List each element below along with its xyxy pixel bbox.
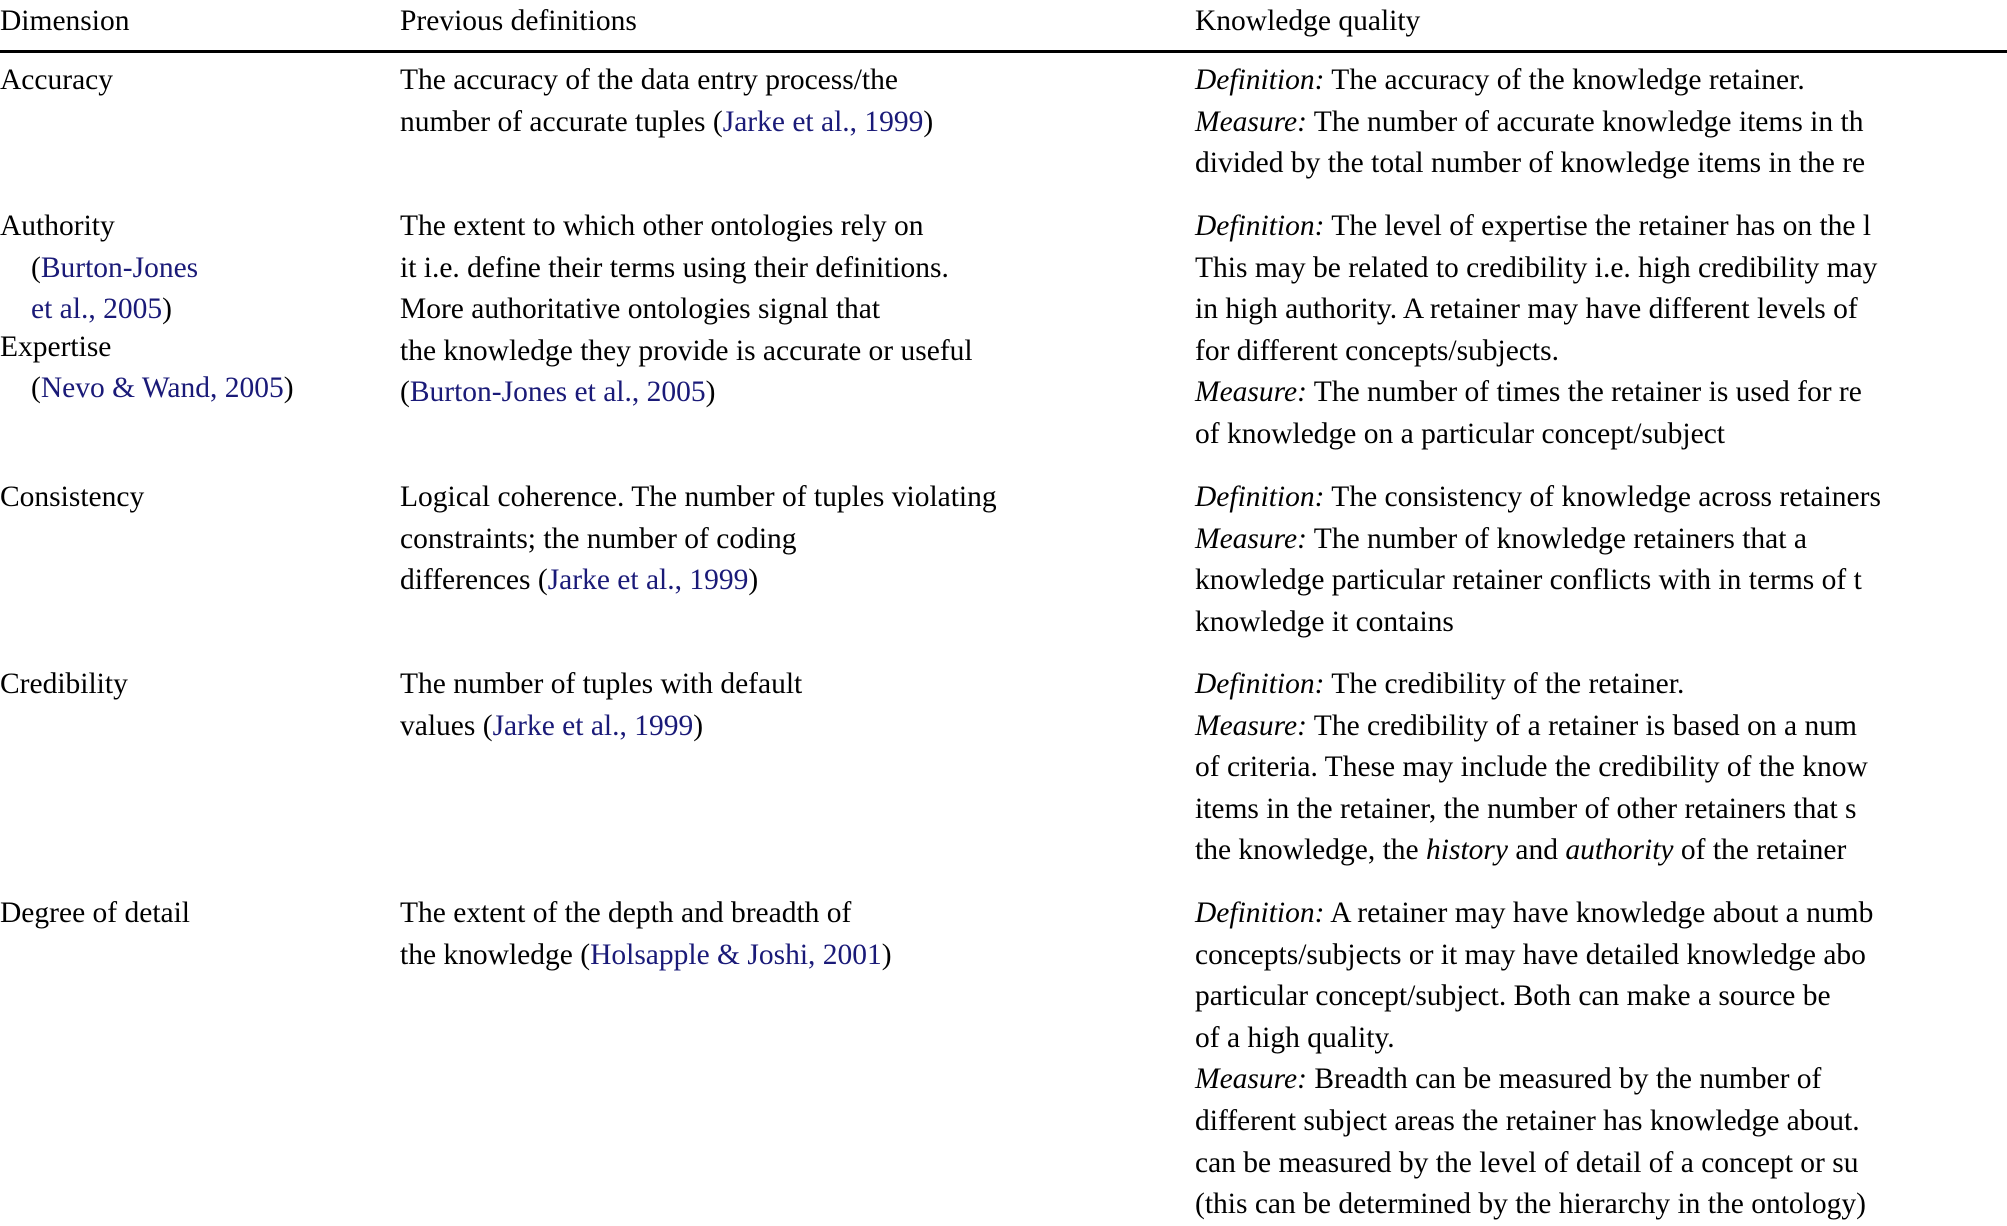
text-line: concepts/subjects or it may have detailed knowledge abo bbox=[1195, 938, 1866, 971]
citation-link[interactable]: Jarke et al., 1999 bbox=[722, 105, 924, 138]
previous-definition-cell bbox=[400, 664, 802, 747]
dimension-name: Authority bbox=[0, 210, 115, 242]
previous-definition-cell bbox=[400, 477, 997, 602]
text-line: of knowledge on a particular concept/subject bbox=[1195, 417, 1725, 450]
definition-label: Definition: bbox=[1195, 668, 1325, 700]
text: values ( bbox=[400, 709, 493, 742]
text-line bbox=[1195, 372, 1877, 414]
text-line: (this can be determined by the hierarchy in the ontology) bbox=[1195, 1188, 1866, 1221]
text: ) bbox=[923, 105, 934, 138]
measure-label: Measure: bbox=[1195, 1063, 1307, 1096]
text-line: The extent to which other ontologies rely on bbox=[400, 210, 924, 242]
citation-link[interactable]: Burton-Jones et al., 2005 bbox=[409, 376, 706, 409]
text: number of accurate tuples ( bbox=[400, 105, 723, 138]
text-line: can be measured by the level of detail of a concept or su bbox=[1195, 1146, 1859, 1179]
header-previous-definitions: Previous definitions bbox=[400, 5, 637, 37]
citation-link[interactable]: Burton-Jones bbox=[40, 251, 199, 284]
text-line: Logical coherence. The number of tuples violating bbox=[400, 481, 997, 513]
citation-link[interactable]: Nevo & Wand, 2005 bbox=[40, 372, 284, 405]
text-line bbox=[1195, 664, 1868, 706]
text-line: The extent of the depth and breadth of bbox=[400, 897, 852, 929]
knowledge-quality-cell bbox=[1195, 477, 1881, 643]
text-line bbox=[1195, 477, 1881, 519]
citation-link[interactable]: Jarke et al., 1999 bbox=[492, 709, 694, 742]
text-line bbox=[1195, 893, 1873, 935]
citation-link[interactable]: Jarke et al., 1999 bbox=[547, 564, 749, 597]
definition-label: Definition: bbox=[1195, 481, 1325, 513]
text-line: for different concepts/subjects. bbox=[1195, 334, 1559, 367]
text: Breadth can be measured by the number of bbox=[1306, 1063, 1822, 1096]
text-line bbox=[400, 102, 933, 144]
text-line: it i.e. define their terms using their definitions. bbox=[400, 251, 949, 284]
text-line: particular concept/subject. Both can make a source be bbox=[1195, 980, 1831, 1013]
text-line: The accuracy of the data entry process/the bbox=[400, 64, 898, 96]
text-line bbox=[400, 372, 973, 414]
dimension-name: Credibility bbox=[0, 668, 128, 700]
text: the knowledge ( bbox=[400, 938, 591, 971]
text-line: of criteria. These may include the credibility of the know bbox=[1195, 751, 1868, 784]
text: ) bbox=[881, 938, 892, 971]
previous-definition-cell bbox=[400, 60, 933, 143]
dimension-cell bbox=[0, 206, 294, 410]
text-line bbox=[1195, 1059, 1873, 1101]
text-line bbox=[1195, 706, 1868, 748]
previous-definition-cell bbox=[400, 893, 892, 976]
definition-label: Definition: bbox=[1195, 210, 1325, 242]
text-line: in high authority. A retainer may have different levels of bbox=[1195, 293, 1858, 326]
measure-label: Measure: bbox=[1195, 105, 1307, 138]
measure-label: Measure: bbox=[1195, 709, 1307, 742]
knowledge-quality-cell bbox=[1195, 60, 1865, 185]
text: The number of accurate knowledge items in th bbox=[1306, 105, 1864, 138]
text-line bbox=[400, 935, 892, 977]
dimension-name: Accuracy bbox=[0, 64, 114, 96]
text-line bbox=[1195, 519, 1881, 561]
text-line bbox=[0, 368, 294, 410]
text-line: of a high quality. bbox=[1195, 1021, 1395, 1054]
text: A retainer may have knowledge about a numb bbox=[1324, 897, 1874, 929]
text-line: More authoritative ontologies signal that bbox=[400, 293, 881, 326]
citation-link[interactable]: Holsapple & Joshi, 2001 bbox=[590, 938, 882, 971]
text-line: different subject areas the retainer has knowledge about. bbox=[1195, 1104, 1860, 1137]
emphasis-authority: authority bbox=[1565, 834, 1674, 867]
text-line: knowledge it contains bbox=[1195, 605, 1454, 638]
dimension-name: Consistency bbox=[0, 481, 145, 513]
text: differences ( bbox=[400, 564, 548, 597]
text: The level of expertise the retainer has on the l bbox=[1324, 210, 1872, 242]
text-line: The number of tuples with default bbox=[400, 668, 803, 700]
text-line bbox=[1195, 102, 1865, 144]
text: The number of times the retainer is used for re bbox=[1306, 376, 1862, 409]
text-line bbox=[400, 706, 802, 748]
text-line: constraints; the number of coding bbox=[400, 522, 797, 555]
text-line: the knowledge they provide is accurate or useful bbox=[400, 334, 973, 367]
text: The consistency of knowledge across retainers bbox=[1324, 481, 1881, 513]
dimension-name: Degree of detail bbox=[0, 897, 191, 929]
header-dimension: Dimension bbox=[0, 5, 130, 37]
previous-definition-cell bbox=[400, 206, 973, 414]
dimension-cell bbox=[0, 893, 190, 935]
dimension-cell bbox=[0, 477, 144, 519]
header-knowledge-quality: Knowledge quality bbox=[1195, 5, 1421, 37]
text-line: divided by the total number of knowledge items in the re bbox=[1195, 147, 1866, 180]
text: ( bbox=[31, 251, 41, 284]
text-line bbox=[400, 560, 997, 602]
text: ( bbox=[31, 372, 41, 405]
text: The credibility of the retainer. bbox=[1324, 668, 1685, 700]
text-line: items in the retainer, the number of other retainers that s bbox=[1195, 792, 1857, 825]
emphasis-history: history bbox=[1426, 834, 1508, 867]
text: the knowledge, the bbox=[1195, 834, 1427, 867]
knowledge-quality-cell bbox=[1195, 664, 1868, 872]
text: ) bbox=[748, 564, 759, 597]
definition-label: Definition: bbox=[1195, 64, 1325, 96]
text: The number of knowledge retainers that a bbox=[1306, 522, 1807, 555]
text-line bbox=[0, 248, 294, 290]
text: ) bbox=[283, 372, 294, 405]
text-line bbox=[0, 289, 294, 331]
dimension-cell bbox=[0, 60, 113, 102]
text-line bbox=[1195, 830, 1868, 872]
measure-label: Measure: bbox=[1195, 522, 1307, 555]
definition-label: Definition: bbox=[1195, 897, 1325, 929]
dimension-name: Expertise bbox=[0, 330, 112, 363]
measure-label: Measure: bbox=[1195, 376, 1307, 409]
text: ) bbox=[162, 293, 172, 326]
text: and bbox=[1507, 834, 1566, 867]
text: of the retainer bbox=[1673, 834, 1847, 867]
text: The accuracy of the knowledge retainer. bbox=[1324, 64, 1805, 96]
citation-link[interactable]: et al., 2005 bbox=[31, 293, 163, 326]
text: ( bbox=[400, 376, 410, 409]
text: ) bbox=[693, 709, 704, 742]
text: ) bbox=[705, 376, 716, 409]
knowledge-quality-cell bbox=[1195, 206, 1877, 456]
dimension-cell bbox=[0, 664, 128, 706]
text-line: knowledge particular retainer conflicts with in terms of t bbox=[1195, 564, 1862, 597]
table-header bbox=[0, 0, 2007, 53]
text-line: This may be related to credibility i.e. high credibility may bbox=[1195, 251, 1878, 284]
text-line bbox=[1195, 206, 1877, 248]
knowledge-quality-cell bbox=[1195, 893, 1873, 1226]
text-line bbox=[1195, 60, 1865, 102]
text: The credibility of a retainer is based on a num bbox=[1306, 709, 1857, 742]
